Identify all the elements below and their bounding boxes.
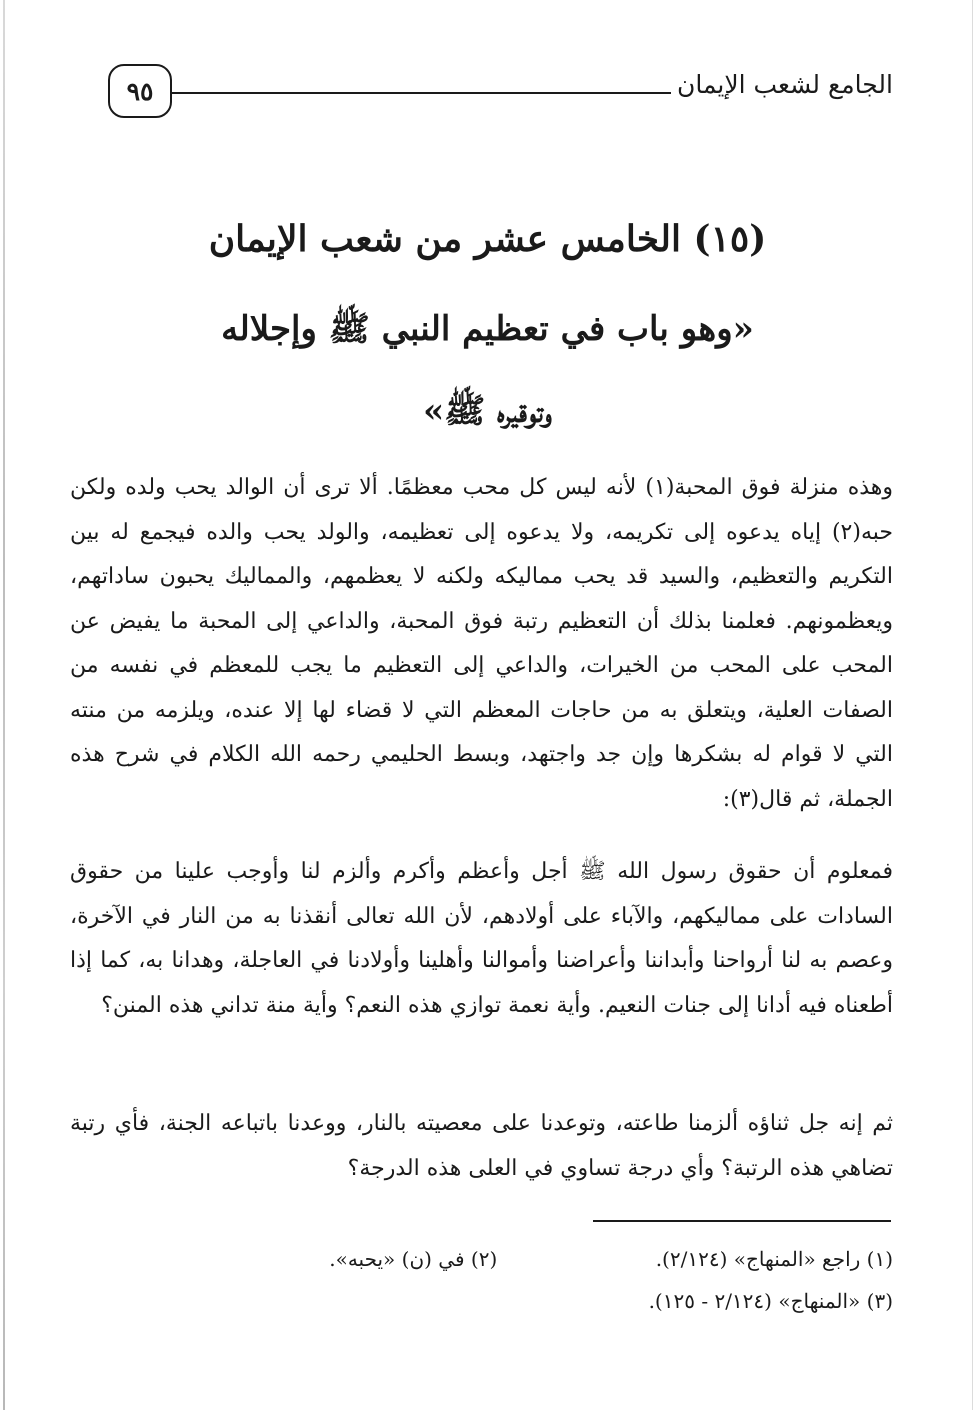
- body-paragraph-2: فمعلوم أن حقوق رسول الله ﷺ أجل وأعظم وأكرم وألزم لنا وأوجب علينا من حقوق السادات على مماليكهم، والآباء على أولادهم، لأن الله تعالى أنقذنا به من النار في الآخرة، وعصم به لنا أرواحنا وأبداننا وأعراضنا وأموالنا وأهلينا وأولادنا في العاجلة، وهدانا به، كما إذا أطعناه فيه أدانا إلى جنات النعيم. وأية نعمة توازي هذه النعم؟ وأية منة تداني هذه المنن؟: [70, 859, 893, 1018]
- footnotes: [240, 1238, 893, 1322]
- scan-edge-right: [972, 0, 973, 1410]
- chapter-subtitle-line-1: «وهو باب في تعظيم النبي ﷺ وإجلاله: [221, 309, 754, 349]
- page-number: ٩٥: [108, 64, 172, 118]
- header-rule: [166, 92, 671, 94]
- chapter-title: (١٥) الخامس عشر من شعب الإيمان: [208, 218, 767, 260]
- book-title: الجامع لشعب الإيمان: [676, 70, 893, 99]
- chapter-subtitle-line-2: وتوقيره ﷺ»: [422, 391, 552, 431]
- body-paragraph-1: وهذه منزلة فوق المحبة(١) لأنه ليس كل محب معظمًا. ألا ترى أن الوالد يحب ولده ولكن حبه(٢) إياه يدعوه إلى تكريمه، ولا يدعوه إلى تعظيمه، والولد يحب والده فيجمع له بين التكريم والتعظيم، والسيد قد يحب مماليكه ولكنه لا يعظمهم، والمماليك يحبون ساداتهم، ويعظمونهم. فعلمنا بذلك أن التعظيم رتبة فوق المحبة، والداعي إلى المحبة ما يفيض عن المحب على المحب من الخيرات، والداعي إلى التعظيم ما يجب للمعظم في نفسه من الصفات العلية، ويتعلق به من حاجات المعظم التي لا قضاء لها إلا عنده، ويلزمه من منته التي لا قوام له بشكرها وإن جد واجتهد، وبسط الحليمي رحمه الله الكلام في شرح هذه الجملة، ثم قال(٣):: [70, 475, 894, 812]
- running-header: [108, 62, 893, 122]
- footnote-row-2: [240, 1280, 893, 1322]
- footnote-2: (٢) في (ن) «يحبه».: [329, 1247, 498, 1271]
- footnote-row-1: [240, 1238, 893, 1280]
- footnote-1: (١) راجع «المنهاج» (٢/١٢٤).: [655, 1247, 893, 1271]
- scan-edge-left: [3, 0, 5, 1410]
- body-paragraph-3: ثم إنه جل ثناؤه ألزمنا طاعته، وتوعدنا على معصيته بالنار، ووعدنا باتباعه الجنة، فأي رتبة تضاهي هذه الرتبة؟ وأي درجة تساوي في العلى هذه الدرجة؟: [70, 1111, 893, 1181]
- footnote-3: (٣) «المنهاج» (٢/١٢٤ - ١٢٥).: [648, 1289, 893, 1313]
- footnote-separator: [593, 1220, 891, 1222]
